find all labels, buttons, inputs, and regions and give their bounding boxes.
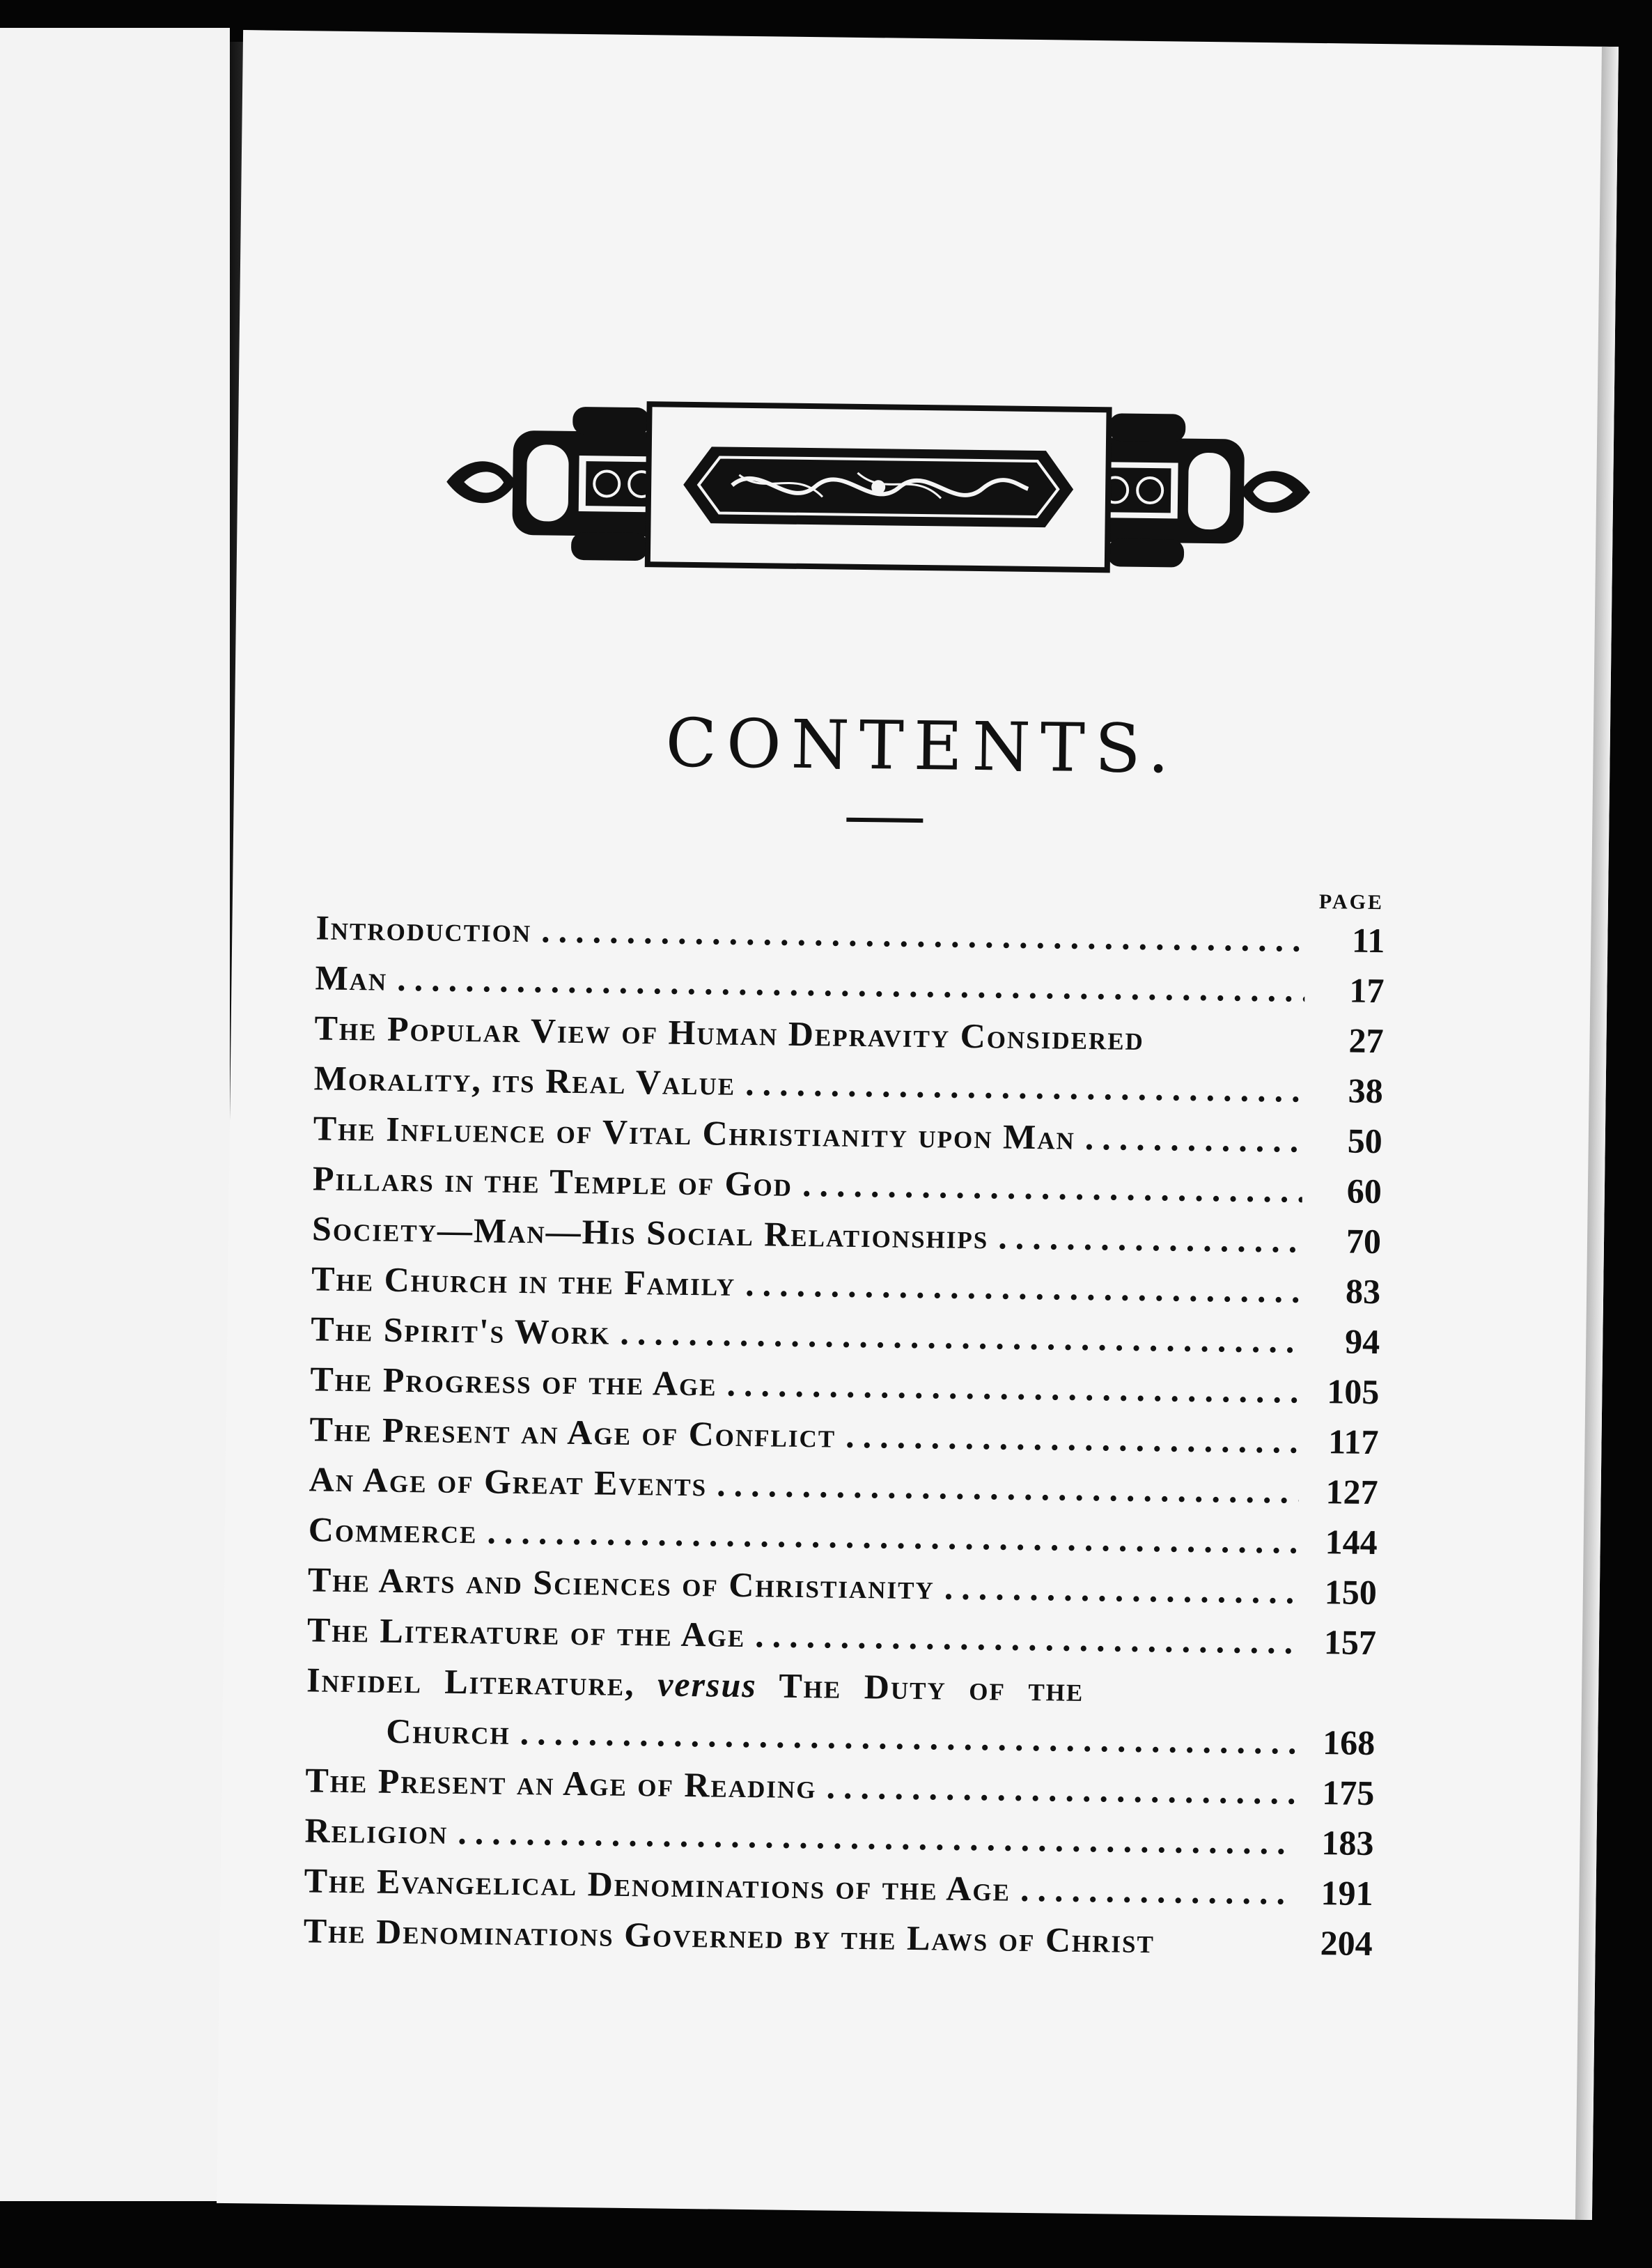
toc-entry-page: 168 — [1322, 1723, 1376, 1763]
toc-entry-page: 183 — [1321, 1823, 1374, 1863]
table-of-contents — [303, 877, 1385, 1968]
dot-leader — [620, 1307, 1301, 1366]
dot-leader — [745, 1259, 1302, 1316]
toc-entry-page: 191 — [1320, 1873, 1373, 1913]
toc-entry-title: Religion — [304, 1810, 449, 1851]
dot-leader — [755, 1610, 1298, 1666]
toc-entry-page: 144 — [1325, 1522, 1378, 1562]
toc-entry-page: 50 — [1347, 1121, 1383, 1161]
page-column-label: PAGE — [1318, 890, 1385, 915]
page-title: CONTENTS. — [664, 704, 1180, 789]
toc-entry-title: The Present an Age of Conflict — [309, 1409, 836, 1455]
toc-entry-title: The Evangelical Denominations of the Age — [304, 1861, 1011, 1909]
toc-entry-title: The Spirit's Work — [311, 1309, 611, 1352]
toc-entry-title: The Present an Age of Reading — [305, 1760, 817, 1806]
toc-entry-page: 204 — [1320, 1923, 1373, 1964]
toc-entry-page: 83 — [1345, 1271, 1381, 1312]
toc-entry-page: 175 — [1321, 1773, 1375, 1813]
contents-page — [217, 30, 1619, 2220]
toc-entry-title: The Progress of the Age — [310, 1359, 717, 1404]
dot-leader — [846, 1411, 1300, 1466]
toc-entry-page: 127 — [1325, 1472, 1378, 1512]
title-rule — [846, 818, 923, 823]
title-start: Infidel Literature, — [306, 1660, 636, 1704]
toc-entry-page: 17 — [1349, 970, 1385, 1011]
toc-entry-title: Society—Man—His Social Relationships — [311, 1209, 989, 1257]
dot-leader — [1020, 1864, 1294, 1918]
dot-leader — [745, 1058, 1304, 1115]
dot-leader — [826, 1761, 1295, 1817]
toc-entry-title: Pillars in the Temple of God — [312, 1158, 793, 1204]
toc-entry-page: 38 — [1348, 1071, 1383, 1111]
dot-leader — [998, 1211, 1302, 1265]
toc-entry-title: An Age of Great Events — [309, 1459, 708, 1504]
dot-leader — [944, 1562, 1298, 1617]
toc-entry-page: 27 — [1348, 1020, 1384, 1061]
dot-leader — [726, 1359, 1300, 1416]
toc-entry-page: 105 — [1327, 1372, 1380, 1412]
toc-entry-page: 70 — [1346, 1221, 1382, 1261]
toc-entry-page: 117 — [1327, 1422, 1379, 1462]
toc-entry-page: 150 — [1324, 1572, 1378, 1613]
title-italic: versus — [657, 1664, 758, 1705]
toc-entry-title: The Arts and Sciences of Christianity — [307, 1560, 935, 1607]
facing-page — [0, 28, 230, 2201]
toc-entry-title: The Literature of the Age — [306, 1610, 746, 1655]
toc-entry-title: The Influence of Vital Christianity upon Man — [313, 1108, 1076, 1157]
toc-entry-title: Introduction — [315, 908, 532, 950]
dot-leader — [802, 1159, 1303, 1215]
toc-entry-page: 94 — [1344, 1321, 1380, 1362]
dot-leader — [520, 1707, 1295, 1767]
toc-entry-title-continued: Church — [385, 1711, 511, 1752]
toc-entry-title: The Denominations Governed by the Laws of Christ — [303, 1911, 1155, 1961]
toc-entry-page: 60 — [1346, 1171, 1382, 1211]
page-edge — [1575, 47, 1619, 2220]
title-end: The Duty of the — [779, 1665, 1084, 1709]
decorative-scroll-ornament — [439, 388, 1318, 587]
toc-entry-page: 157 — [1323, 1622, 1377, 1663]
toc-entry-title: Man — [315, 958, 388, 998]
dot-leader — [541, 905, 1306, 964]
toc-entry-title: Commerce — [308, 1509, 478, 1551]
toc-entry-title: Morality, its Real Value — [313, 1058, 736, 1103]
toc-entry-page: 11 — [1351, 920, 1385, 961]
dot-leader — [717, 1459, 1299, 1516]
toc-entry-title: The Popular View of Human Depravity Considered — [314, 1008, 1145, 1057]
toc-entry-title: The Church in the Family — [311, 1259, 736, 1303]
dot-leader — [1084, 1112, 1303, 1165]
